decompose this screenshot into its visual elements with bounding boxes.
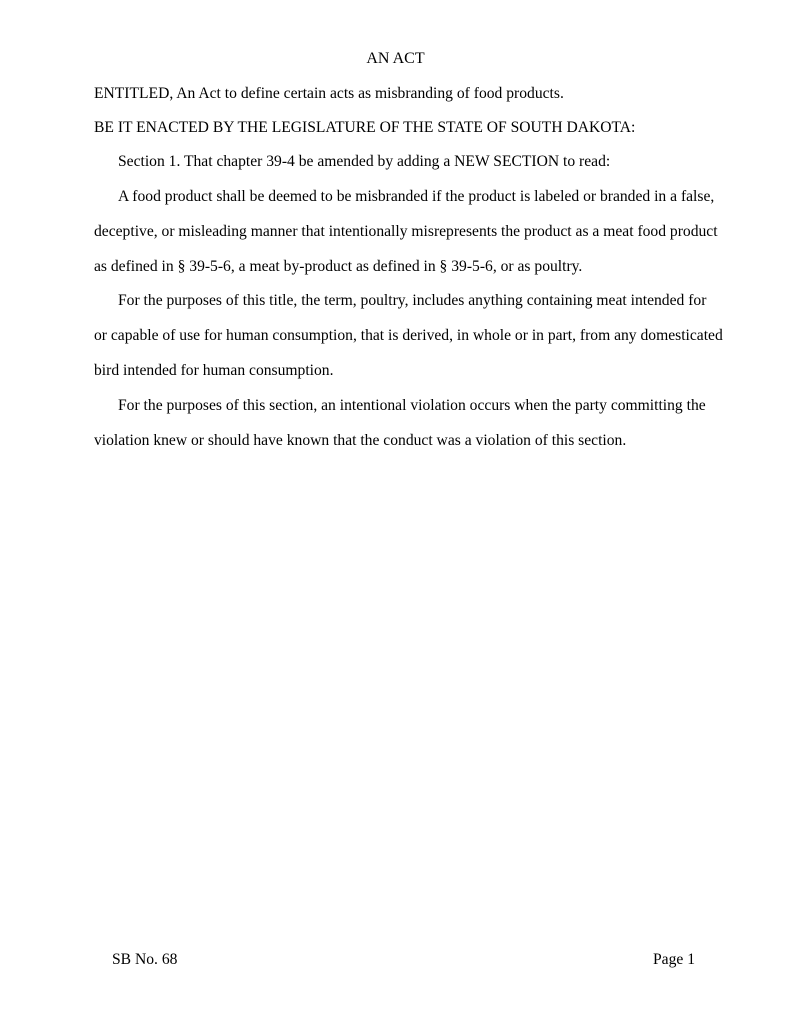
bill-number: SB No. 68 [112, 951, 178, 968]
para3-line-1: For the purposes of this section, an intentional violation occurs when the party committing the [118, 397, 706, 414]
page-number: Page 1 [652, 951, 695, 968]
document-title: AN ACT [366, 50, 425, 67]
para1-line-2: deceptive, or misleading manner that intentionally misrepresents the product as a meat food product [94, 223, 718, 240]
para1-line-1: A food product shall be deemed to be misbranded if the product is labeled or branded in a false, [118, 188, 715, 205]
para2-line-3: bird intended for human consumption. [94, 362, 334, 379]
para2-line-2: or capable of use for human consumption, that is derived, in whole or in part, from any domesticated [94, 327, 723, 344]
enacting-clause: BE IT ENACTED BY THE LEGISLATURE OF THE STATE OF SOUTH DAKOTA: [94, 119, 636, 136]
entitled-line: ENTITLED, An Act to define certain acts as misbranding of food products. [94, 85, 564, 102]
section-1-intro: Section 1. That chapter 39-4 be amended by adding a NEW SECTION to read: [118, 153, 611, 170]
para2-line-1: For the purposes of this title, the term, poultry, includes anything containing meat intended for [118, 292, 707, 309]
para3-line-2: violation knew or should have known that the conduct was a violation of this section. [94, 432, 627, 449]
para1-line-3: as defined in § 39-5-6, a meat by-product as defined in § 39-5-6, or as poultry. [94, 258, 583, 275]
